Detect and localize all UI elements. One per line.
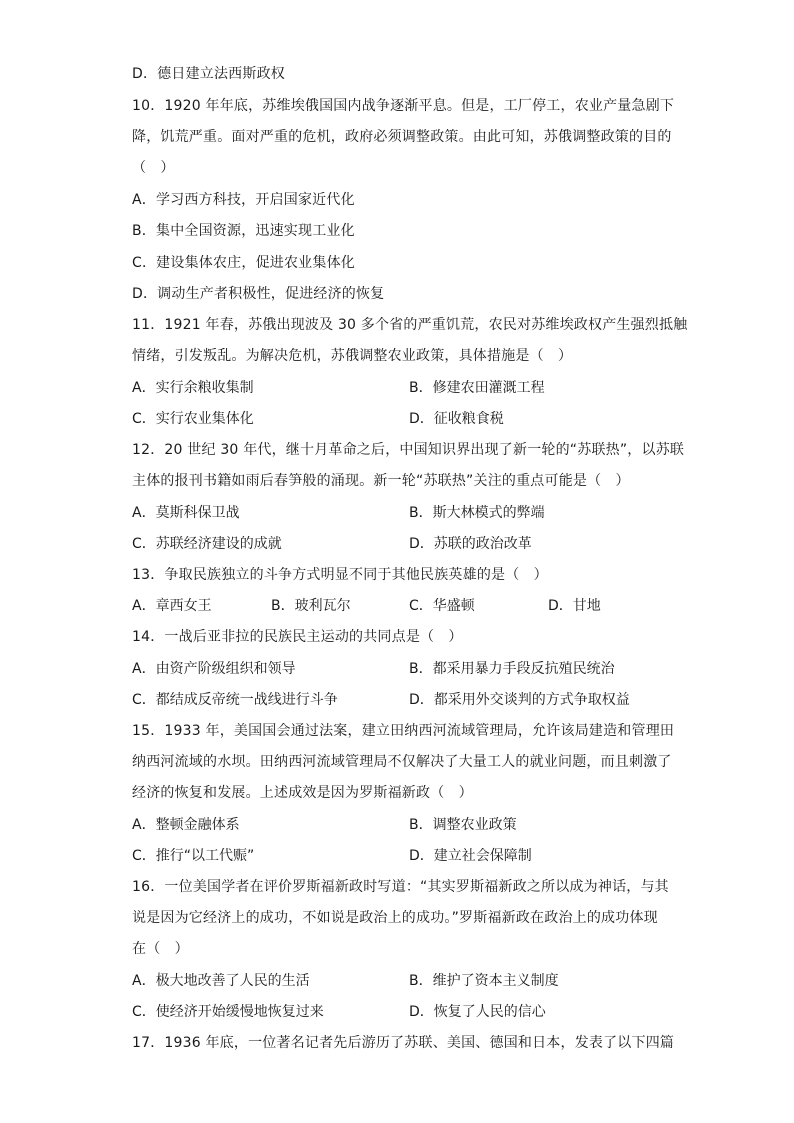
text-line: 纳西河流域的水坝。田纳西河流域管理局不仅解决了大量工人的就业问题，而且刺激了 — [132, 754, 672, 770]
option-right: D．征收粮食税 — [409, 411, 504, 427]
option-right: B．维护了资本主义制度 — [409, 973, 559, 989]
text-line: 17．1936 年底，一位著名记者先后游历了苏联、美国、德国和日本，发表了以下四篇 — [132, 1035, 675, 1051]
option-left: C．实行农业集体化 — [132, 411, 254, 427]
option-left: C．都结成反帝统一战线进行斗争 — [132, 692, 338, 708]
option-right: B．斯大林模式的弊端 — [409, 505, 545, 521]
text-line: 在（ ） — [132, 941, 189, 957]
option-right: D．都采用外交谈判的方式争取权益 — [409, 692, 630, 708]
text-line: 12．20 世纪 30 年代，继十月革命之后，中国知识界出现了新一轮的“苏联热”，以苏联 — [132, 442, 685, 458]
option-right: D．恢复了人民的信心 — [409, 1004, 546, 1020]
option-right: D．苏联的政治改革 — [409, 536, 532, 552]
text-line: A．学习西方科技，开启国家近代化 — [132, 192, 355, 208]
text-line: D．德日建立法西斯政权 — [132, 66, 285, 82]
text-line: 16．一位美国学者在评价罗斯福新政时写道：“其实罗斯福新政之所以成为神话，与其 — [132, 879, 669, 895]
text-line: 说是因为它经济上的成功，不如说是政治上的成功。”罗斯福新政在政治上的成功体现 — [132, 910, 658, 926]
text-line: （ ） — [132, 160, 175, 176]
text-line: 主体的报刊书籍如雨后春笋般的涌现。新一轮“苏联热”关注的重点可能是（ ） — [132, 473, 630, 489]
option-right: D．建立社会保障制 — [409, 848, 532, 864]
option-left: A．实行余粮收集制 — [132, 380, 254, 396]
text-line: 11．1921 年春，苏俄出现波及 30 多个省的严重饥荒，农民对苏维埃政权产生强烈抵触 — [132, 317, 688, 333]
option-right: B．修建农田灌溉工程 — [409, 380, 545, 396]
text-line: 降，饥荒严重。面对严重的危机，政府必须调整政策。由此可知，苏俄调整政策的目的 — [132, 129, 672, 145]
text-line: 10．1920 年年底，苏维埃俄国国内战争逐渐平息。但是，工厂停工，农业产量急剧下 — [132, 98, 675, 114]
option-left: A．莫斯科保卫战 — [132, 505, 240, 521]
option-left: A．整顿金融体系 — [132, 817, 240, 833]
option-4: D．甘地 — [548, 598, 601, 614]
text-line: B．集中全国资源，迅速实现工业化 — [132, 223, 355, 239]
text-line: C．建设集体农庄，促进农业集体化 — [132, 255, 355, 271]
option-left: C．苏联经济建设的成就 — [132, 536, 282, 552]
option-left: A．由资产阶级组织和领导 — [132, 661, 296, 677]
option-right: B．都采用暴力手段反抗殖民统治 — [409, 661, 615, 677]
option-left: C．使经济开始缓慢地恢复过来 — [132, 1004, 324, 1020]
option-left: A．极大地改善了人民的生活 — [132, 973, 310, 989]
option-3: C．华盛顿 — [409, 598, 475, 614]
text-line: 15．1933 年，美国国会通过法案，建立田纳西河流域管理局，允许该局建造和管理田 — [132, 723, 675, 739]
text-line: 情绪，引发叛乱。为解决危机，苏俄调整农业政策，具体措施是（ ） — [132, 348, 573, 364]
text-line: 13．争取民族独立的斗争方式明显不同于其他民族英雄的是（ ） — [132, 567, 548, 583]
text-line: 14．一战后亚非拉的民族民主运动的共同点是（ ） — [132, 629, 463, 645]
text-line: D．调动生产者积极性，促进经济的恢复 — [132, 286, 385, 302]
option-2: B．玻利瓦尔 — [271, 598, 351, 614]
option-left: C．推行“以工代赈” — [132, 848, 255, 864]
option-1: A．章西女王 — [132, 598, 212, 614]
option-right: B．调整农业政策 — [409, 817, 517, 833]
text-line: 经济的恢复和发展。上述成效是因为罗斯福新政（ ） — [132, 785, 473, 801]
